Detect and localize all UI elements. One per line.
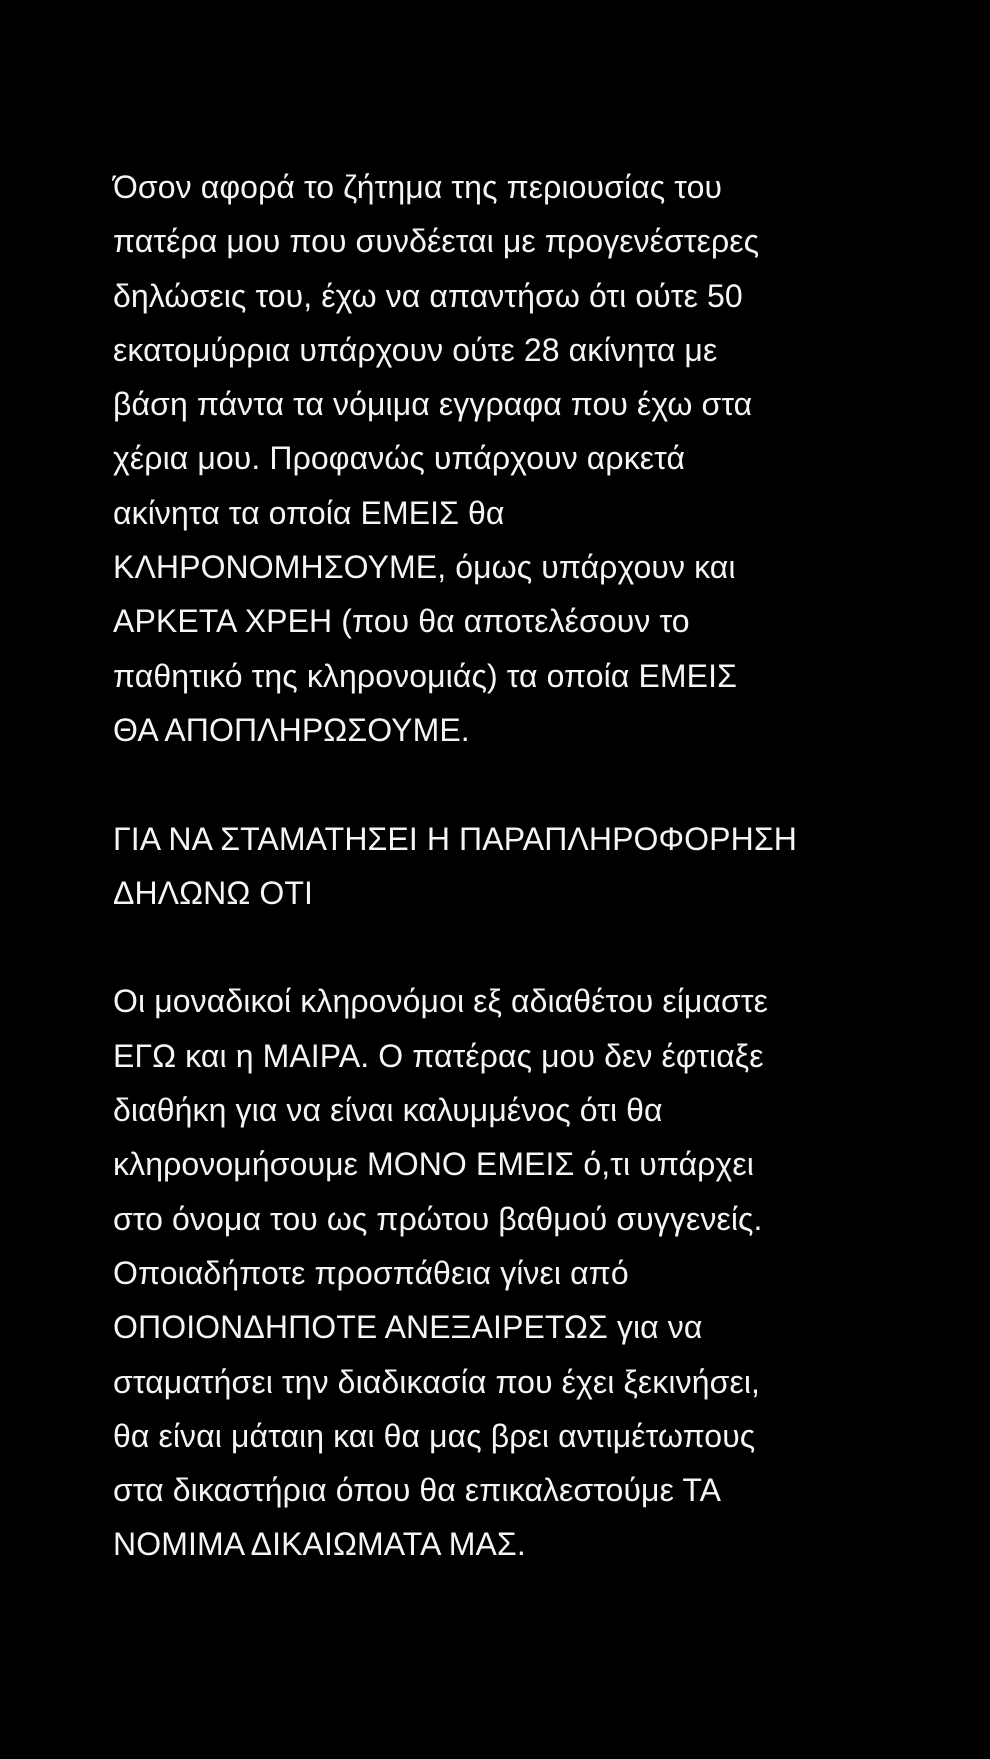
text-line: εκατομύρρια υπάρχουν ούτε 28 ακίνητα με <box>113 331 718 368</box>
text-line: δηλώσεις του, έχω να απαντήσω ότι ούτε 50 <box>113 277 743 314</box>
text-line: θα είναι μάταιη και θα μας βρει αντιμέτωπους <box>113 1417 756 1454</box>
text-line: βάση πάντα τα νόμιμα εγγραφα που έχω στα <box>113 386 753 423</box>
text-line: διαθήκη για να είναι καλυμμένος ότι θα <box>113 1092 663 1129</box>
text-line: Όσον αφορά το ζήτημα της περιουσίας του <box>113 169 723 205</box>
text-line: ΑΡΚΕΤΑ ΧΡΕΗ (που θα αποτελέσουν το <box>113 603 690 640</box>
paragraph-declaration <box>113 812 913 921</box>
paragraph-heirs <box>113 974 913 1571</box>
text-line: ΓΙΑ ΝΑ ΣΤΑΜΑΤΗΣΕΙ Η ΠΑΡΑΠΛΗΡΟΦΟΡΗΣΗ <box>113 820 797 857</box>
text-line: ΝΟΜΙΜΑ ΔΙΚΑΙΩΜΑΤΑ ΜΑΣ. <box>113 1526 526 1563</box>
text-line: ΚΛΗΡΟΝΟΜΗΣΟΥΜΕ, όμως υπάρχουν και <box>113 549 736 586</box>
text-line: ΕΓΩ και η ΜΑΙΡΑ. Ο πατέρας μου δεν έφτιαξε <box>113 1037 764 1074</box>
story-text-block <box>113 160 913 1572</box>
paragraph-estate <box>113 160 913 757</box>
text-line: παθητικό της κληρονομιάς) τα οποία ΕΜΕΙΣ <box>113 657 737 694</box>
text-line: ΘΑ ΑΠΟΠΛΗΡΩΣΟΥΜΕ. <box>113 711 470 748</box>
text-line: κληρονομήσουμε ΜΟΝΟ ΕΜΕΙΣ ό,τι υπάρχει <box>113 1146 754 1183</box>
text-line: ΔΗΛΩΝΩ ΟΤΙ <box>113 874 314 911</box>
text-line: πατέρα μου που συνδέεται με προγενέστερες <box>113 223 760 260</box>
text-line: χέρια μου. Προφανώς υπάρχουν αρκετά <box>113 440 686 477</box>
text-line: στο όνομα του ως πρώτου βαθμού συγγενείς. <box>113 1200 763 1237</box>
text-line: ΟΠΟΙΟΝΔΗΠΟΤΕ ΑΝΕΞΑΙΡΕΤΩΣ για να <box>113 1309 703 1346</box>
text-line: Οι μοναδικοί κληρονόμοι εξ αδιαθέτου είμαστε <box>113 983 768 1020</box>
text-line: ακίνητα τα οποία ΕΜΕΙΣ θα <box>113 494 505 531</box>
text-line: Οποιαδήποτε προσπάθεια γίνει από <box>113 1254 629 1291</box>
text-line: στα δικαστήρια όπου θα επικαλεστούμε ΤΑ <box>113 1472 722 1509</box>
text-line: σταματήσει την διαδικασία που έχει ξεκινήσει, <box>113 1363 761 1400</box>
